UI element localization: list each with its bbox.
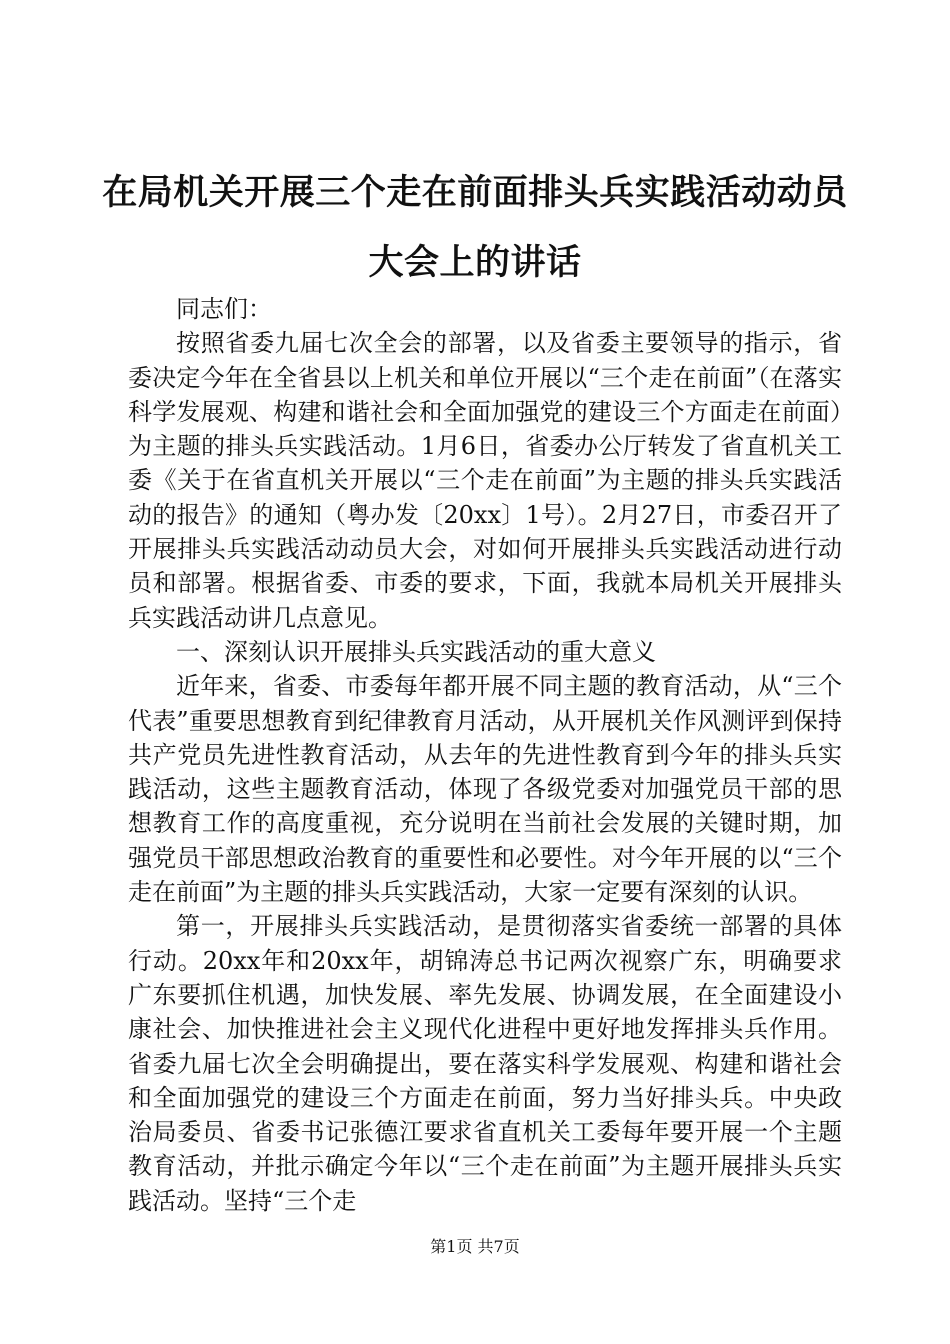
document-title: 在局机关开展三个走在前面排头兵实践活动动员大会上的讲话 [102, 173, 848, 283]
page-footer: 第1页 共7页 [430, 1237, 520, 1256]
body-paragraph: 近年来，省委、市委每年都开展不同主题的教育活动，从“三个代表”重要思想教育到纪律教育月活动，从开展机关作风测评到保持共产党员先进性教育活动，从去年的先进性教育到今年的排头兵实践活动，这些主题教育活动，体现了各级党委对加强党员干部的思想教育工作的高度重视，充分说明在当前社会发展的关键时期，加强党员干部思想政治教育的重要性和必要性。对今年开展的以“三个走在前面”为主题的排头兵实践活动，大家一定要有深刻的认识。 [128, 672, 842, 907]
intro-paragraph: 按照省委九届七次全会的部署，以及省委主要领导的指示，省委决定今年在全省县以上机关和单位开展以“三个走在前面”（在落实科学发展观、构建和谐社会和全面加强党的建设三个方面走在前面）为主题的排头兵实践活动。1月6日，省委办公厅转发了省直机关工委《关于在省直机关开展以“三个走在前面”为主题的排头兵实践活动的报告》的通知（粤办发〔20xx〕1号）。2月27日，市委召开了开展排头兵实践活动动员大会，对如何开展排头兵实践活动进行动员和部署。根据省委、市委的要求，下面，我就本局机关开展排头兵实践活动讲几点意见。 [128, 329, 842, 632]
section-heading: 一、深刻认识开展排头兵实践活动的重大意义 [176, 637, 656, 666]
document-body [128, 292, 842, 1218]
salutation-paragraph: 同志们： [176, 295, 272, 323]
body-paragraph: 第一，开展排头兵实践活动，是贯彻落实省委统一部署的具体行动。20xx年和20xx年，胡锦涛总书记两次视察广东，明确要求广东要抓住机遇，加快发展、率先发展、协调发展，在全面建设小康社会、加快推进社会主义现代化进程中更好地发挥排头兵作用。省委九届七次全会明确提出，要在落实科学发展观、构建和谐社会和全面加强党的建设三个方面走在前面，努力当好排头兵。中央政治局委员、省委书记张德江要求省直机关工委每年要开展一个主题教育活动，并批示确定今年以“三个走在前面”为主题开展排头兵实践活动。坚持“三个走 [128, 912, 842, 1215]
